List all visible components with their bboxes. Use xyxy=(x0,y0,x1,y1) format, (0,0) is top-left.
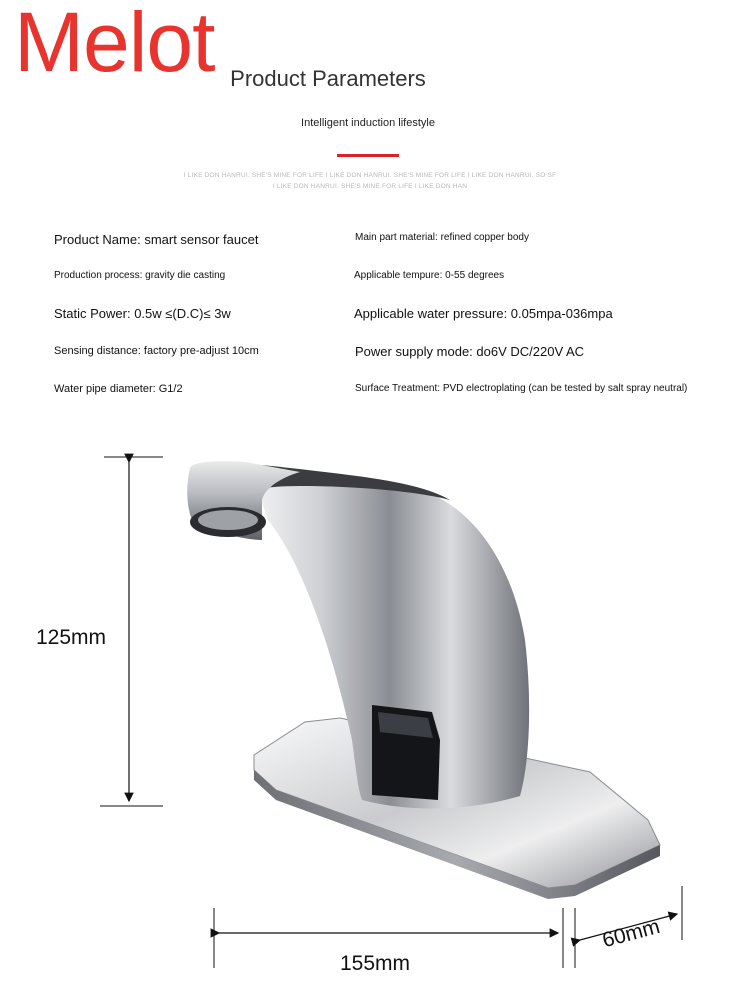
fine-print-line-1: I LIKE DON HANRUI. SHE'S MINE FOR LIFE I LIKE DON HANRUI. SHE'S MINE FOR LIFE I LIKE DON HANRUI. SO SF xyxy=(183,172,557,179)
param-static-power: Static Power: 0.5w ≤(D.C)≤ 3w xyxy=(54,306,231,321)
height-dimension xyxy=(100,457,163,806)
param-product-name: Product Name: smart sensor faucet xyxy=(54,232,259,247)
faucet-body xyxy=(187,461,529,808)
brand-logo: Melot xyxy=(14,0,215,89)
depth-label: 60mm xyxy=(600,914,663,953)
page-title: Product Parameters xyxy=(230,66,426,91)
fine-print-line-2: I LIKE DON HANRUI. SHE'S MINE FOR LIFE I LIKE DON HAN xyxy=(272,183,468,190)
param-surface-treatment: Surface Treatment: PVD electroplating (can be tested by salt spray neutral) xyxy=(355,383,688,394)
param-material: Main part material: refined copper body xyxy=(355,232,529,243)
width-label: 155mm xyxy=(340,952,411,975)
param-production-process: Production process: gravity die casting xyxy=(54,270,226,281)
page-subtitle: Intelligent induction lifestyle xyxy=(301,117,435,129)
param-water-pressure: Applicable water pressure: 0.05mpa-036mpa xyxy=(354,306,613,321)
param-temperature: Applicable tempure: 0-55 degrees xyxy=(354,270,505,281)
height-label: 125mm xyxy=(36,626,107,649)
param-sensing-distance: Sensing distance: factory pre-adjust 10cm xyxy=(54,345,259,357)
param-pipe-diameter: Water pipe diameter: G1/2 xyxy=(54,383,183,395)
param-power-supply: Power supply mode: do6V DC/220V AC xyxy=(355,344,585,359)
